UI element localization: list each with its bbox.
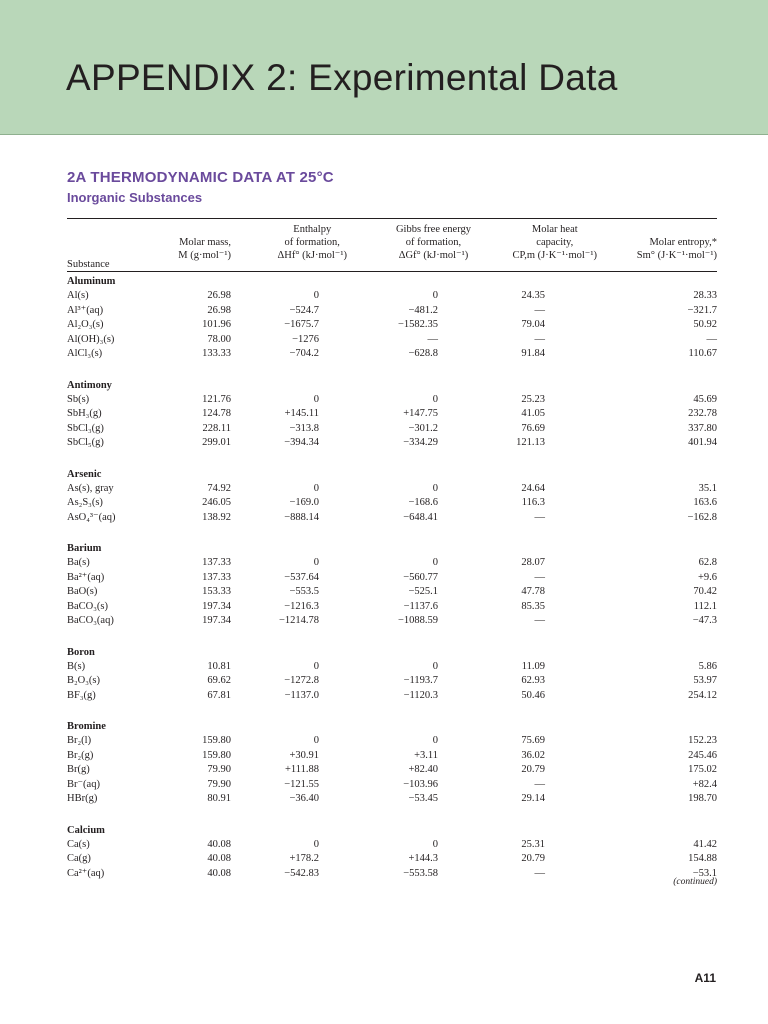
cell-substance: Al₂O₃(s) [67,319,104,330]
cell-substance: AsO₄³⁻(aq) [67,511,116,523]
cell-entropy: 41.42 [693,838,717,850]
cell-enthalpy: 0 [313,557,319,568]
group-heading: Calcium [67,824,105,836]
cell-entropy: −47.3 [692,615,717,626]
table-row [67,585,717,600]
substance-group [67,643,717,704]
cell-substance: Sb(s) [67,393,90,405]
cell-entropy: 175.02 [688,764,717,775]
table-row [67,289,717,304]
header-gibbs: Gibbs free energy of formation, ΔGf° (kJ·mol⁻¹) [395,224,471,261]
cell-substance: Ba(s) [67,557,90,568]
cell-substance: Ca(g) [67,853,91,864]
thermodynamic-table [67,218,717,895]
cell-substance: AlCl₃(s) [67,348,103,359]
cell-entropy: 53.97 [693,675,717,686]
cell-entropy: 62.8 [698,557,717,568]
cell-enthalpy: −537.64 [284,571,319,583]
cell-substance: Ca²⁺(aq) [67,867,105,879]
cell-molar-mass: 101.96 [202,319,231,330]
cell-entropy: 152.23 [688,735,717,746]
cell-molar-mass: 80.91 [207,793,231,804]
appendix-banner [0,0,768,135]
continued-note: (continued) [673,877,717,887]
table-row [67,614,717,629]
header-entropy: Molar entropy,* Sm° (J·K⁻¹·mol⁻¹) [636,237,717,261]
cell-gibbs: 0 [432,557,438,568]
cell-gibbs: +3.11 [414,749,438,761]
header-enthalpy: Enthalpy of formation, ΔHf° (kJ·mol⁻¹) [277,224,347,261]
cell-heat-capacity: 24.35 [521,290,545,301]
cell-molar-mass: 133.33 [202,348,231,359]
substance-group [67,821,717,882]
cell-molar-mass: 67.81 [207,689,231,701]
substance-group [67,376,717,451]
cell-molar-mass: 159.80 [202,749,231,761]
cell-gibbs: −1193.7 [403,675,438,686]
cell-gibbs: −53.45 [408,793,438,804]
cell-heat-capacity: 20.79 [521,764,545,775]
table-row [67,749,717,764]
cell-gibbs: 0 [432,660,438,672]
cell-heat-capacity: 47.78 [521,586,545,597]
substance-group [67,465,717,526]
cell-heat-capacity: — [534,867,545,879]
cell-gibbs: 0 [432,838,438,850]
cell-enthalpy: +111.88 [284,764,319,775]
cell-heat-capacity: 36.02 [521,749,545,761]
cell-heat-capacity: 79.04 [521,319,545,330]
cell-enthalpy: 0 [313,735,319,746]
cell-molar-mass: 228.11 [202,422,231,434]
table-row [67,600,717,615]
group-heading: Aluminum [67,276,116,287]
cell-gibbs: +144.3 [408,853,438,864]
cell-entropy: 28.33 [693,290,717,301]
cell-entropy: 163.6 [693,497,717,508]
cell-entropy: −162.8 [687,511,717,523]
table-row [67,734,717,749]
cell-entropy: 45.69 [693,393,717,405]
cell-entropy: +82.4 [692,778,717,790]
cell-molar-mass: 121.76 [202,393,231,405]
cell-gibbs: 0 [432,482,438,494]
cell-enthalpy: −1137.0 [284,689,319,701]
group-heading: Arsenic [67,468,102,480]
cell-heat-capacity: 25.31 [521,838,545,850]
cell-substance: Br(g) [67,764,90,775]
cell-molar-mass: 138.92 [202,511,231,523]
table-row [67,571,717,586]
cell-molar-mass: 159.80 [202,735,231,746]
group-heading: Boron [67,646,95,658]
table-row [67,436,717,451]
cell-enthalpy: −394.34 [284,437,319,448]
cell-gibbs: −1120.3 [403,689,438,701]
cell-entropy: 5.86 [698,660,717,672]
cell-heat-capacity: 50.46 [521,689,545,701]
substance-group [67,717,717,807]
cell-substance: As(s), gray [67,482,114,494]
cell-entropy: 245.46 [688,749,717,761]
cell-molar-mass: 197.34 [202,600,231,612]
cell-substance: As₂S₃(s) [67,497,103,508]
cell-gibbs: −301.2 [408,422,438,434]
table-row [67,763,717,778]
cell-substance: BaCO₃(s) [67,600,108,612]
cell-heat-capacity: 76.69 [521,422,545,434]
section-title: 2A THERMODYNAMIC DATA AT 25°C [67,169,334,186]
cell-substance: Al(OH)₃(s) [67,333,115,345]
table-row [67,778,717,793]
cell-heat-capacity: — [534,304,545,316]
cell-molar-mass: 153.33 [202,586,231,597]
cell-substance: Ba²⁺(aq) [67,571,105,583]
cell-gibbs: −1582.35 [397,319,438,330]
cell-heat-capacity: — [534,571,545,583]
cell-enthalpy: 0 [313,482,319,494]
table-row [67,852,717,867]
cell-entropy: 232.78 [688,408,717,419]
table-row [67,347,717,362]
cell-molar-mass: 69.62 [207,675,231,686]
section-subtitle: Inorganic Substances [67,190,203,205]
cell-substance: BaCO₃(aq) [67,615,114,626]
cell-entropy: 112.1 [693,600,717,612]
header-heat-capacity: Molar heat capacity, CP,m (J·K⁻¹·mol⁻¹) [512,224,597,261]
cell-substance: BaO(s) [67,586,98,597]
table-row [67,304,717,319]
cell-substance: Br₂(l) [67,735,92,746]
cell-gibbs: −334.29 [403,437,438,448]
cell-entropy: −321.7 [687,304,717,316]
cell-enthalpy: +145.11 [284,408,319,419]
cell-gibbs: −560.77 [403,571,438,583]
cell-molar-mass: 124.78 [202,408,231,419]
cell-heat-capacity: 28.07 [521,557,545,568]
cell-heat-capacity: 121.13 [516,437,545,448]
cell-enthalpy: −121.55 [284,778,319,790]
cell-enthalpy: −1214.78 [278,615,319,626]
cell-substance: HBr(g) [67,793,98,804]
cell-molar-mass: 10.81 [207,660,231,672]
cell-molar-mass: 246.05 [202,497,231,508]
cell-entropy: 254.12 [688,689,717,701]
cell-molar-mass: 26.98 [207,304,231,316]
cell-heat-capacity: 116.3 [521,497,545,508]
header-substance: Substance [67,259,110,270]
cell-substance: Al³⁺(aq) [67,304,104,316]
cell-gibbs: −481.2 [408,304,438,316]
cell-gibbs: −628.8 [408,348,438,359]
cell-heat-capacity: — [534,333,545,345]
group-heading: Barium [67,543,102,554]
cell-gibbs: −553.58 [403,867,438,879]
cell-heat-capacity: 41.05 [521,408,545,419]
table-row [67,689,717,704]
table-row [67,318,717,333]
cell-molar-mass: 197.34 [202,615,231,626]
table-row [67,867,717,882]
cell-enthalpy: −36.40 [289,793,319,804]
cell-enthalpy: −169.0 [289,497,319,508]
cell-substance: SbCl₃(g) [67,422,104,434]
cell-enthalpy: −524.7 [289,304,319,316]
cell-heat-capacity: 91.84 [521,348,545,359]
cell-gibbs: −1137.6 [403,600,438,612]
cell-heat-capacity: 11.09 [521,660,545,672]
cell-molar-mass: 137.33 [202,571,231,583]
cell-gibbs: −168.6 [408,497,438,508]
cell-entropy: — [706,333,717,345]
cell-gibbs: +82.40 [408,764,438,775]
cell-heat-capacity: — [534,615,545,626]
cell-gibbs: −103.96 [403,778,438,790]
cell-entropy: 337.80 [688,422,717,434]
cell-enthalpy: −313.8 [289,422,319,434]
table-row [67,333,717,348]
cell-molar-mass: 74.92 [207,482,231,494]
cell-enthalpy: 0 [313,290,319,301]
cell-enthalpy: +178.2 [289,853,319,864]
cell-enthalpy: −1675.7 [284,319,319,330]
cell-enthalpy: −704.2 [289,348,319,359]
substance-group [67,272,717,362]
group-heading: Bromine [67,721,106,732]
appendix-title: APPENDIX 2: Experimental Data [66,57,618,98]
cell-heat-capacity: 25.23 [521,393,545,405]
table-body [67,272,717,881]
cell-enthalpy: −553.5 [289,586,319,597]
cell-entropy: 401.94 [688,437,717,448]
cell-molar-mass: 299.01 [202,437,231,448]
cell-entropy: 110.67 [688,348,717,359]
cell-entropy: 50.92 [693,319,717,330]
cell-molar-mass: 78.00 [207,333,231,345]
cell-heat-capacity: 85.35 [521,600,545,612]
cell-substance: Br₂(g) [67,749,94,761]
cell-entropy: −53.1 [692,867,717,879]
cell-heat-capacity: 75.69 [521,735,545,746]
cell-gibbs: 0 [432,290,438,301]
cell-entropy: 154.88 [688,853,717,864]
cell-molar-mass: 79.90 [207,764,231,775]
table-row [67,838,717,853]
cell-entropy: +9.6 [697,571,717,583]
table-row [67,511,717,526]
cell-gibbs: −648.41 [403,511,438,523]
cell-molar-mass: 137.33 [202,557,231,568]
cell-substance: Ca(s) [67,838,90,850]
table-row [67,422,717,437]
group-heading: Antimony [67,379,112,391]
table-row [67,496,717,511]
cell-entropy: 35.1 [698,482,717,494]
table-header [67,219,717,271]
substance-group [67,539,717,629]
cell-enthalpy: −1276 [292,333,319,345]
cell-gibbs: −525.1 [408,586,438,597]
cell-heat-capacity: 20.79 [521,853,545,864]
cell-enthalpy: 0 [313,660,319,672]
cell-heat-capacity: — [534,511,545,523]
cell-heat-capacity: — [534,778,545,790]
header-molar-mass: Molar mass, M (g·mol⁻¹) [178,237,231,261]
cell-molar-mass: 40.08 [207,838,231,850]
table-row [67,792,717,807]
cell-substance: SbH₃(g) [67,408,102,419]
cell-substance: B₂O₃(s) [67,675,100,686]
cell-molar-mass: 79.90 [207,778,231,790]
cell-entropy: 70.42 [693,586,717,597]
table-row [67,407,717,422]
cell-gibbs: −1088.59 [397,615,438,626]
cell-enthalpy: −1272.8 [284,675,319,686]
cell-entropy: 198.70 [688,793,717,804]
cell-enthalpy: 0 [313,393,319,405]
cell-gibbs: — [427,333,438,345]
cell-molar-mass: 26.98 [207,290,231,301]
cell-heat-capacity: 62.93 [521,675,545,686]
cell-substance: B(s) [67,660,86,672]
page-number: A11 [694,971,716,985]
cell-substance: BF₃(g) [67,689,96,701]
cell-gibbs: +147.75 [403,408,438,419]
cell-molar-mass: 40.08 [207,867,231,879]
cell-heat-capacity: 29.14 [521,793,545,804]
cell-enthalpy: +30.91 [289,749,319,761]
table-row [67,674,717,689]
cell-molar-mass: 40.08 [207,853,231,864]
cell-enthalpy: −542.83 [284,867,319,879]
cell-heat-capacity: 24.64 [521,482,545,494]
table-row [67,556,717,571]
cell-gibbs: 0 [432,735,438,746]
table-row [67,660,717,675]
table-row [67,393,717,408]
cell-substance: Al(s) [67,290,89,301]
cell-enthalpy: −888.14 [284,511,319,523]
cell-substance: Br⁻(aq) [67,778,100,790]
table-row [67,482,717,497]
cell-gibbs: 0 [432,393,438,405]
cell-enthalpy: −1216.3 [284,600,319,612]
cell-substance: SbCl₅(g) [67,437,104,448]
cell-enthalpy: 0 [313,838,319,850]
